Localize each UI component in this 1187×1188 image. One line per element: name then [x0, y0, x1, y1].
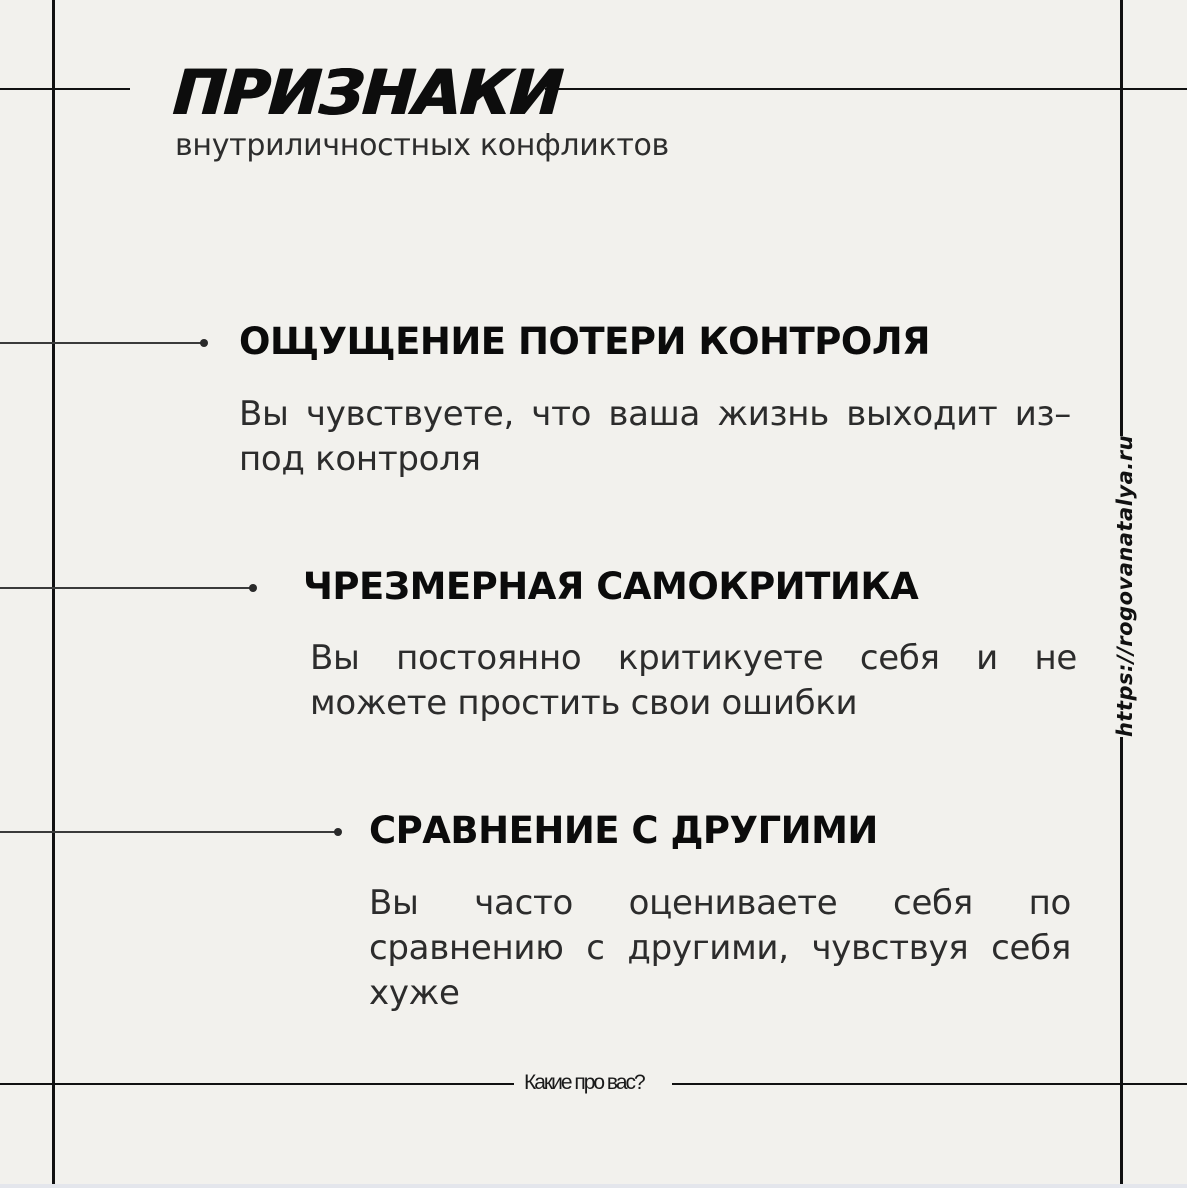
- connector-dot-icon: [200, 339, 208, 347]
- bottom-frame-line-right: [672, 1083, 1187, 1085]
- item-connector-line: [0, 831, 338, 833]
- page-title: ПРИЗНАКИ: [171, 56, 565, 129]
- footer-question: Какие про вас?: [520, 1068, 648, 1098]
- item-body: Вы чувствуете, что ваша жизнь выходит из–под контроля: [239, 394, 1071, 479]
- right-frame-line-bottom: [1120, 737, 1123, 1184]
- top-frame-line-right: [545, 88, 1187, 90]
- website-url-link[interactable]: https://rogovanatalya.ru: [1113, 434, 1137, 738]
- item-connector-line: [0, 342, 204, 344]
- connector-dot-icon: [249, 584, 257, 592]
- page-subtitle: внутриличностных конфликтов: [175, 128, 669, 163]
- item-body: Вы часто оцениваете себя по сравнению с другими, чувствуя себя хуже: [369, 883, 1071, 1013]
- item-connector-line: [0, 587, 253, 589]
- left-frame-line: [52, 0, 55, 1184]
- connector-dot-icon: [334, 828, 342, 836]
- item-heading: ЧРЕЗМЕРНАЯ САМОКРИТИКА: [303, 565, 919, 608]
- top-frame-line-left: [0, 88, 130, 90]
- right-frame-line-top: [1120, 0, 1123, 436]
- item-heading: ОЩУЩЕНИЕ ПОТЕРИ КОНТРОЛЯ: [239, 320, 931, 363]
- bottom-frame-line-left: [0, 1083, 514, 1085]
- item-body: Вы постоянно критикуете себя и не можете простить свои ошибки: [310, 638, 1077, 723]
- bottom-strip: [0, 1184, 1187, 1188]
- item-heading: СРАВНЕНИЕ С ДРУГИМИ: [369, 809, 878, 852]
